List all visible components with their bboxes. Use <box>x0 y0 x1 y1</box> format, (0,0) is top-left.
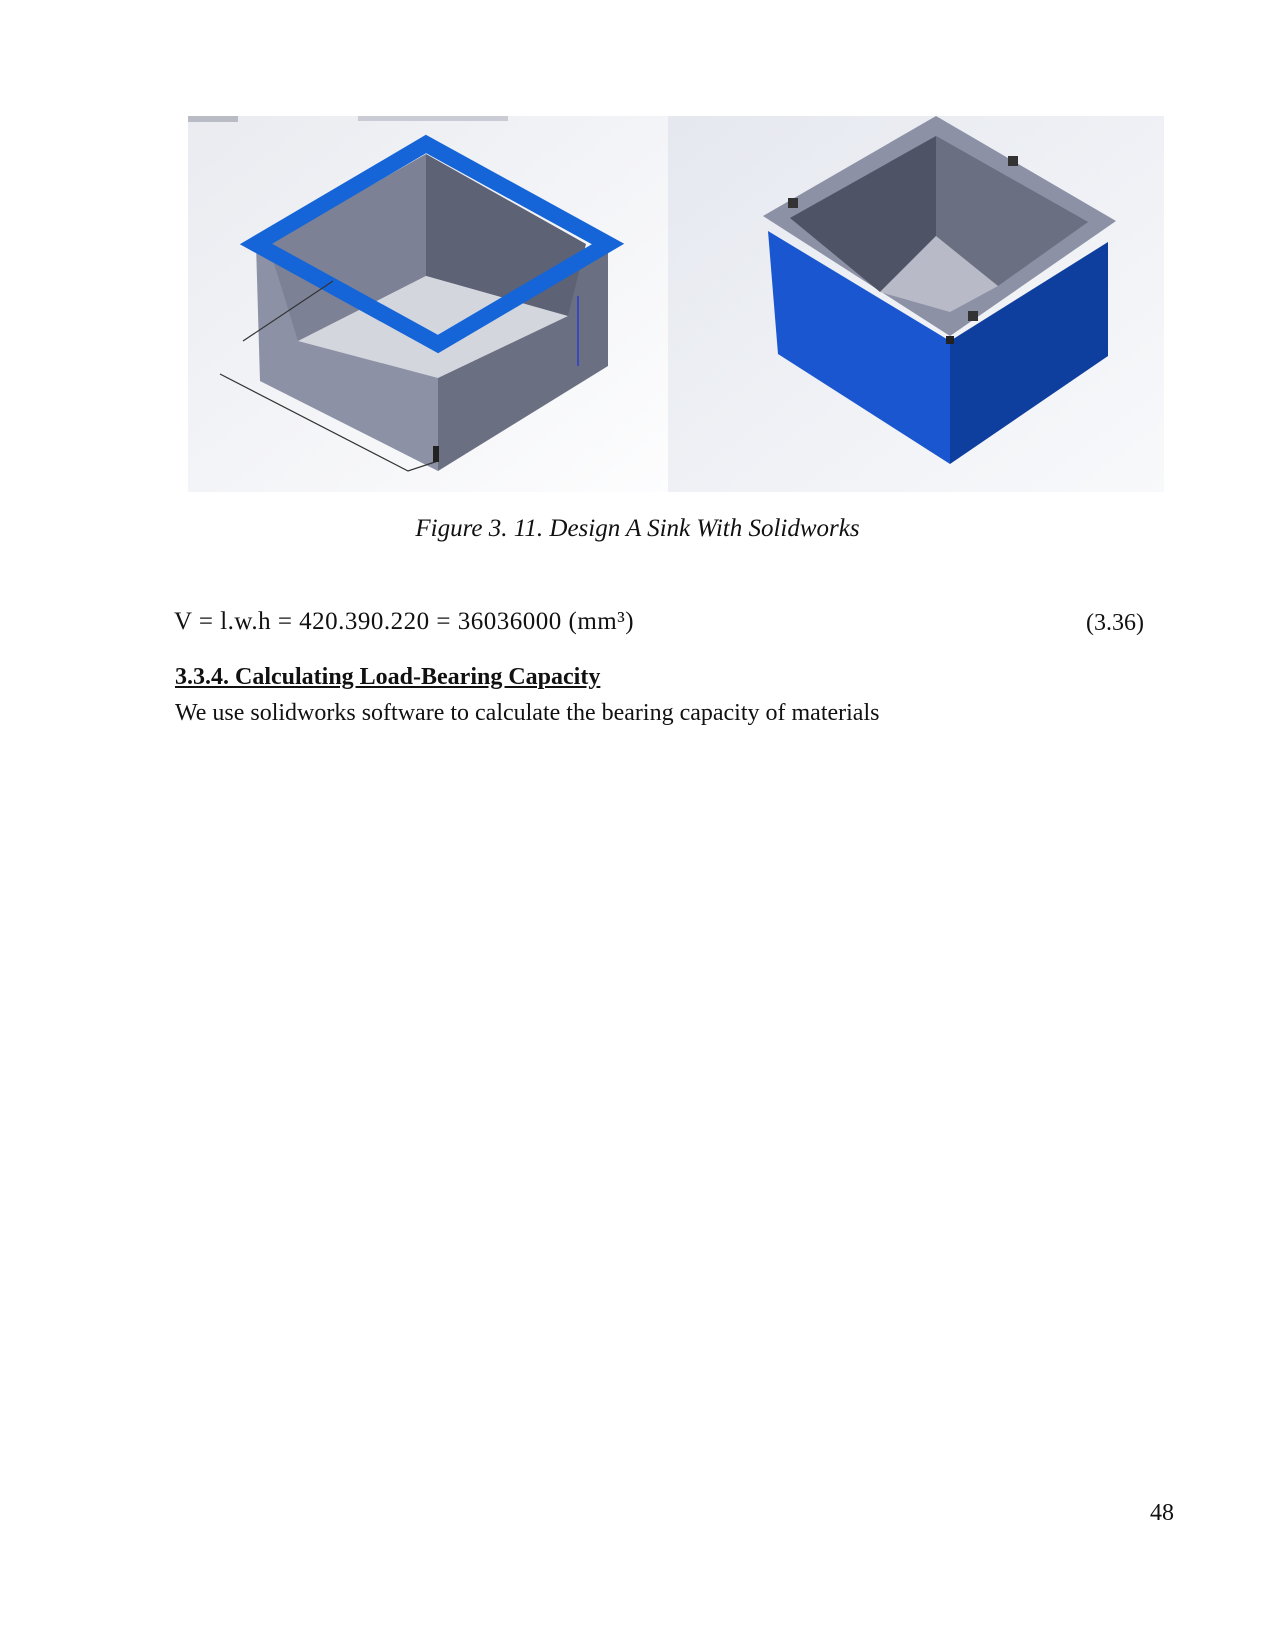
section-body-text: We use solidworks software to calculate the bearing capacity of materials <box>175 700 880 726</box>
volume-equation <box>174 608 634 636</box>
page-number: 48 <box>1150 1500 1174 1526</box>
sink-sketch-image <box>188 116 668 492</box>
figure <box>188 116 1164 492</box>
sink-model-image <box>668 116 1164 492</box>
figure-caption: Figure 3. 11. Design A Sink With Solidworks <box>415 515 860 542</box>
equation-number: (3.36) <box>1086 610 1144 636</box>
equation-text: V = l.w.h = 420.390.220 = 36036000 (mm³) <box>174 608 635 635</box>
section-heading: 3.3.4. Calculating Load-Bearing Capacity <box>175 664 601 690</box>
